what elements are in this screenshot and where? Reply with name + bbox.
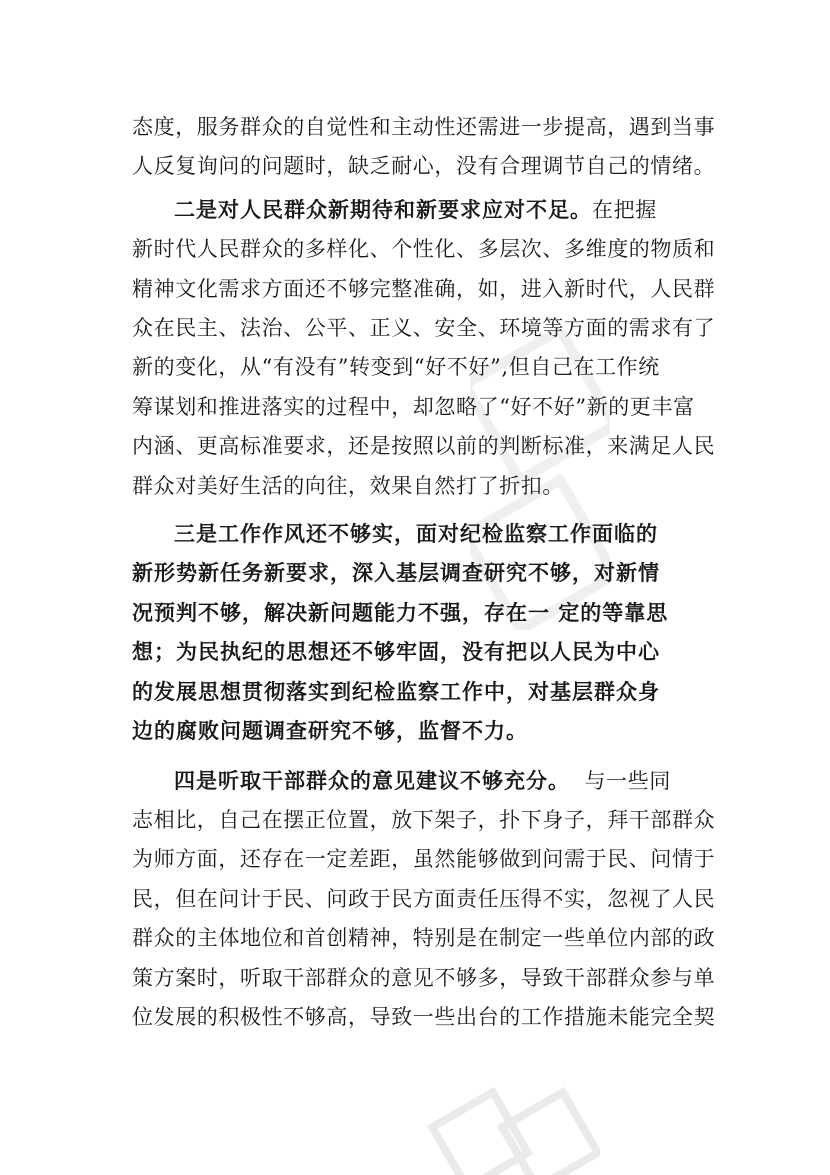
paragraph-2-lead: 在把握 bbox=[592, 197, 657, 222]
text-line: 想；为民执纪的思想还不够牢固，没有把以人民为中心 bbox=[132, 640, 660, 665]
watermark-graphic bbox=[420, 1080, 600, 1175]
paragraph-2-heading: 二是对人民群众新期待和新要求应对不足。 bbox=[174, 197, 592, 222]
text-line: 新时代人民群众的多样化、个性化、多层次、多维度的物质和 bbox=[132, 237, 716, 262]
text-line: 边的腐败问题调查研究不够，监督不力。 bbox=[132, 719, 528, 744]
text-line: 群众的主体地位和首创精神，特别是在制定一些单位内部的政 bbox=[132, 926, 716, 951]
text-line: 为师方面，还存在一定差距，虽然能够做到问需于民、问情于 bbox=[132, 847, 716, 872]
text-line: 新形势新任务新要求，深入基层调查研究不够，对新情 bbox=[132, 561, 660, 586]
paragraph-4-lead: 与一些同 bbox=[570, 768, 671, 793]
text-line: 内涵、更高标准要求，还是按照以前的判断标准，来满足人民 bbox=[132, 434, 716, 459]
text-line: 三是工作作风还不够实，面对纪检监察工作面临的 bbox=[174, 522, 658, 547]
paragraph-2 bbox=[132, 191, 716, 506]
text-line: 新的变化，从“有没有”转变到“好不好”,但自己在工作统 bbox=[132, 355, 660, 380]
text-line: 况预判不够，解决新问题能力不强，存在一 定的等靠思 bbox=[132, 600, 669, 625]
text-line: 志相比，自己在摆正位置，放下架子，扑下身子，拜干部群众 bbox=[132, 807, 716, 832]
paragraph-4 bbox=[132, 762, 716, 1038]
text-line: 人反复询问的问题时，缺乏耐心，没有合理调节自己的情绪。 bbox=[132, 154, 716, 179]
paragraph-1 bbox=[132, 108, 716, 187]
text-line bbox=[132, 762, 698, 801]
text-line: 众在民主、法治、公平、正义、安全、环境等方面的需求有了 bbox=[132, 316, 716, 341]
paragraph-3 bbox=[132, 515, 698, 751]
text-line: 态度，服务群众的自觉性和主动性还需进一步提高，遇到当事 bbox=[132, 115, 716, 139]
text-line: 的发展思想贯彻落实到纪检监察工作中，对基层群众身 bbox=[132, 679, 660, 704]
text-line: 策方案时，听取干部群众的意见不够多，导致干部群众参与单 bbox=[132, 965, 716, 990]
paragraph-4-heading: 四是听取干部群众的意见建议不够充分。 bbox=[174, 768, 570, 793]
text-line: 位发展的积极性不够高，导致一些出台的工作措施未能完全契 bbox=[132, 1004, 716, 1029]
text-line: 精神文化需求方面还不够完整准确，如，进入新时代，人民群 bbox=[132, 276, 716, 301]
text-line: 筹谋划和推进落实的过程中，却忽略了“好不好”新的更丰富 bbox=[132, 394, 695, 419]
text-line: 民，但在问计于民、问政于民方面责任压得不实，忽视了人民 bbox=[132, 886, 716, 911]
text-line: 群众对美好生活的向往，效果自然打了折扣。 bbox=[132, 473, 564, 498]
text-line bbox=[132, 191, 698, 230]
document-body bbox=[132, 108, 716, 1037]
